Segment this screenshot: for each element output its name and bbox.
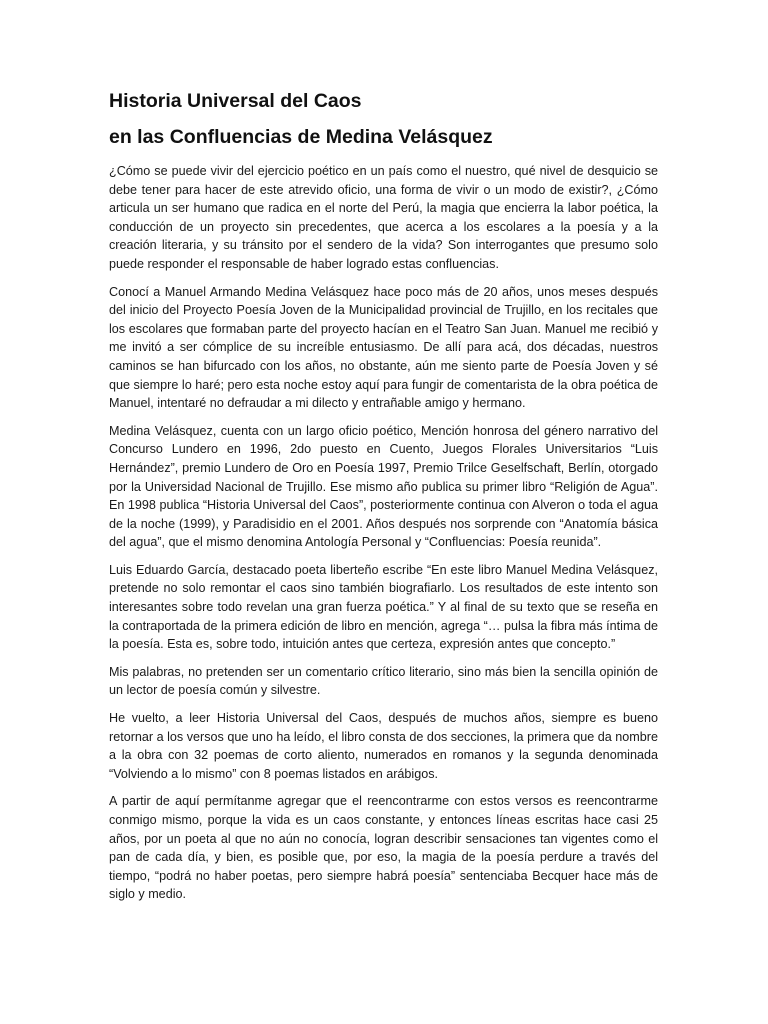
paragraph-3: Medina Velásquez, cuenta con un largo oficio poético, Mención honrosa del género narrativo del Concurso Lundero en 1996, 2do puesto en Cuento, Juegos Florales Universitarios “Luis Hernández”, premio Lundero de Oro en Poesía 1997, Premio Trilce Geselfschaft, Berlín, otorgado por la Universidad Nacional de Trujillo. Ese mismo año publica su primer libro “Religión de Agua”. En 1998 publica “Historia Universal del Caos”, posteriormente continua con Alveron o toda el agua de la noche (1999), y Paradisidio en el 2001. Años después nos sorprende con “Anatomía básica del agua”, que el mismo denomina Antología Personal y “Confluencias: Poesía reunida”. [109,423,658,550]
document-title-line-1: Historia Universal del Caos [109,90,362,112]
paragraph-6: He vuelto, a leer Historia Universal del Caos, después de muchos años, siempre es bueno retornar a los versos que uno ha leído, el libro consta de dos secciones, la primera que da nombre a la obra con 32 poemas de corto aliento, numerados en romanos y la segunda denominada “Volviendo a lo mismo” con 8 poemas listados en arábigos. [109,711,658,781]
paragraph-5: Mis palabras, no pretenden ser un comentario crítico literario, sino más bien la sencilla opinión de un lector de poesía común y silvestre. [109,664,658,698]
paragraph-2: Conocí a Manuel Armando Medina Velásquez hace poco más de 20 años, unos meses después del inicio del Proyecto Poesía Joven de la Municipalidad provincial de Trujillo, en los recitales que los escolares que formaban parte del proyecto hacían en el Teatro San Juan. Manuel me recibió y me invitó a ser cómplice de su increíble entusiasmo. De allí para acá, dos décadas, nuestros caminos se han bifurcado con los años, no obstante, aún me siento parte de Poesía Joven y sé que siempre lo haré; pero esta noche estoy aquí para fungir de comentarista de la obra poética de Manuel, intentaré no defraudar a mi dilecto y entrañable amigo y hermano. [109,284,658,411]
document-title-line-2: en las Confluencias de Medina Velásquez [109,126,493,148]
paragraph-1: ¿Cómo se puede vivir del ejercicio poético en un país como el nuestro, qué nivel de desquicio se debe tener para hacer de este atrevido oficio, una forma de vivir o un modo de existir?, ¿Cómo articula un ser humano que radica en el norte del Perú, la magia que encierra la labor poética, la conducción de un proyecto sin precedentes, que acerca a los escolares a la poesía y a la creación literaria, y su tránsito por el sendero de la vida? Son interrogantes que presumo solo puede responder el responsable de haber logrado estas confluencias. [109,164,658,271]
document-page [109,86,658,913]
paragraph-4: Luis Eduardo García, destacado poeta liberteño escribe “En este libro Manuel Medina Velásquez, pretende no solo remontar el caos sino también biografiarlo. Los resultados de este intento son interesantes sobre todo revelan una gran fuerza poética.” Y al final de su texto que se reseña en la contraportada de la primera edición de libro en mención, agrega “… pulsa la fibra más íntima de la poesía. Esta es, sobre todo, intuición antes que certeza, expresión antes que concepto.” [109,562,658,652]
document-body [109,162,658,904]
paragraph-7: A partir de aquí permítanme agregar que el reencontrarme con estos versos es reencontrarme conmigo mismo, porque la vida es un caos constante, y entonces líneas escritas hace casi 25 años, por un poeta al que no aún no conocía, logran describir sensaciones tan vigentes como el pan de cada día, y bien, es posible que, por eso, la magia de la poesía perdure a través del tiempo, “podrá no haber poetas, pero siempre habrá poesía” sentenciaba Becquer hace más de siglo y medio. [109,794,658,902]
